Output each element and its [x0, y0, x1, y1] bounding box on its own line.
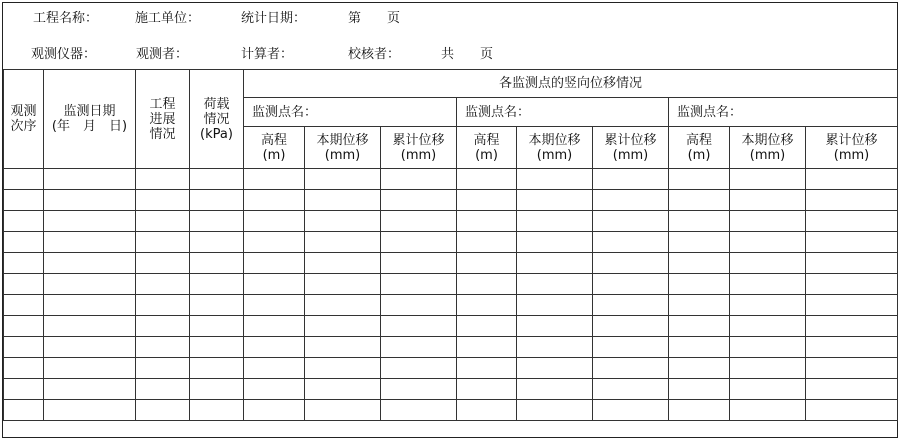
- table-cell[interactable]: [593, 253, 669, 274]
- table-cell[interactable]: [517, 379, 593, 400]
- table-cell[interactable]: [593, 295, 669, 316]
- table-cell[interactable]: [305, 337, 381, 358]
- table-cell[interactable]: [806, 400, 898, 421]
- table-cell[interactable]: [4, 274, 44, 295]
- table-cell[interactable]: [381, 316, 457, 337]
- table-cell[interactable]: [136, 295, 190, 316]
- settlement-record-form: [2, 2, 898, 438]
- table-cell[interactable]: [136, 274, 190, 295]
- table-cell[interactable]: [305, 358, 381, 379]
- table-cell[interactable]: [517, 190, 593, 211]
- table-cell[interactable]: [806, 190, 898, 211]
- table-cell[interactable]: [593, 169, 669, 190]
- table-cell[interactable]: [381, 274, 457, 295]
- table-cell[interactable]: [381, 253, 457, 274]
- table-cell[interactable]: [136, 316, 190, 337]
- table-cell[interactable]: [244, 295, 305, 316]
- table-cell[interactable]: [44, 295, 136, 316]
- table-cell[interactable]: [517, 337, 593, 358]
- table-cell[interactable]: [190, 190, 244, 211]
- sub-header-elevation: 高程 (m): [457, 127, 517, 169]
- table-cell[interactable]: [806, 337, 898, 358]
- table-cell[interactable]: [190, 379, 244, 400]
- point-name-3: 监测点名：: [669, 98, 898, 127]
- table-cell[interactable]: [806, 232, 898, 253]
- table-cell[interactable]: [305, 190, 381, 211]
- table-cell[interactable]: [244, 190, 305, 211]
- table-cell[interactable]: [593, 211, 669, 232]
- table-cell[interactable]: [806, 274, 898, 295]
- sub-header-current-displacement: 本期位移 (mm): [730, 127, 806, 169]
- table-cell[interactable]: [244, 169, 305, 190]
- table-cell[interactable]: [44, 211, 136, 232]
- table-cell[interactable]: [669, 274, 730, 295]
- table-cell[interactable]: [136, 337, 190, 358]
- table-cell[interactable]: [669, 232, 730, 253]
- sub-header-elevation: 高程 (m): [244, 127, 305, 169]
- table-cell[interactable]: [4, 253, 44, 274]
- table-cell[interactable]: [457, 400, 517, 421]
- table-cell[interactable]: [669, 211, 730, 232]
- table-cell[interactable]: [457, 169, 517, 190]
- table-row: [4, 358, 898, 379]
- point-name-1: 监测点名：: [244, 98, 457, 127]
- table-cell[interactable]: [593, 337, 669, 358]
- table-cell[interactable]: [669, 316, 730, 337]
- table-cell[interactable]: [190, 337, 244, 358]
- table-cell[interactable]: [244, 400, 305, 421]
- project-name-label: 工程名称：: [33, 11, 99, 26]
- table-cell[interactable]: [305, 169, 381, 190]
- sub-header-cumulative-displacement: 累计位移 (mm): [593, 127, 669, 169]
- table-cell[interactable]: [190, 253, 244, 274]
- table-cell[interactable]: [457, 295, 517, 316]
- table-cell[interactable]: [190, 274, 244, 295]
- table-cell[interactable]: [457, 379, 517, 400]
- table-cell[interactable]: [457, 232, 517, 253]
- table-cell[interactable]: [305, 253, 381, 274]
- table-cell[interactable]: [593, 232, 669, 253]
- table-cell[interactable]: [517, 295, 593, 316]
- instrument-label: 观测仪器：: [31, 47, 97, 62]
- page-total-label: 共 页: [441, 47, 494, 62]
- form-header-row-1: [3, 11, 897, 29]
- group-title: 各监测点的竖向位移情况: [244, 70, 898, 98]
- table-cell[interactable]: [730, 400, 806, 421]
- table-cell[interactable]: [305, 400, 381, 421]
- table-cell[interactable]: [44, 316, 136, 337]
- table-row: [4, 337, 898, 358]
- table-row: [4, 169, 898, 190]
- table-cell[interactable]: [730, 358, 806, 379]
- table-cell[interactable]: [669, 190, 730, 211]
- table-cell[interactable]: [381, 400, 457, 421]
- table-row: [4, 316, 898, 337]
- table-cell[interactable]: [44, 358, 136, 379]
- table-cell[interactable]: [136, 190, 190, 211]
- checker-label: 校核者：: [348, 47, 401, 62]
- col-header-date: 监测日期 (年 月 日): [44, 70, 136, 169]
- sub-header-current-displacement: 本期位移 (mm): [517, 127, 593, 169]
- table-cell[interactable]: [44, 337, 136, 358]
- table-cell[interactable]: [593, 400, 669, 421]
- table-row: [4, 274, 898, 295]
- table-cell[interactable]: [305, 316, 381, 337]
- table-cell[interactable]: [730, 295, 806, 316]
- table-cell[interactable]: [244, 379, 305, 400]
- table-cell[interactable]: [44, 232, 136, 253]
- table-row: [4, 379, 898, 400]
- stat-date-label: 统计日期：: [241, 11, 307, 26]
- table-cell[interactable]: [136, 232, 190, 253]
- table-cell[interactable]: [44, 274, 136, 295]
- page-number-label: 第 页: [348, 11, 401, 26]
- table-row: [4, 211, 898, 232]
- table-cell[interactable]: [190, 316, 244, 337]
- table-row: [4, 232, 898, 253]
- table-cell[interactable]: [136, 379, 190, 400]
- table-cell[interactable]: [730, 190, 806, 211]
- table-cell[interactable]: [4, 358, 44, 379]
- table-cell[interactable]: [4, 400, 44, 421]
- table-cell[interactable]: [4, 337, 44, 358]
- table-cell[interactable]: [4, 295, 44, 316]
- table-cell[interactable]: [593, 190, 669, 211]
- table-cell[interactable]: [381, 211, 457, 232]
- construction-unit-label: 施工单位：: [135, 11, 201, 26]
- table-cell[interactable]: [593, 274, 669, 295]
- table-cell[interactable]: [806, 316, 898, 337]
- table-cell[interactable]: [381, 232, 457, 253]
- sub-header-elevation: 高程 (m): [669, 127, 730, 169]
- table-cell[interactable]: [806, 253, 898, 274]
- table-cell[interactable]: [517, 316, 593, 337]
- table-cell[interactable]: [190, 358, 244, 379]
- form-header-row-2: [3, 47, 897, 65]
- table-cell[interactable]: [669, 169, 730, 190]
- table-cell[interactable]: [669, 253, 730, 274]
- table-row: [4, 253, 898, 274]
- table-cell[interactable]: [190, 295, 244, 316]
- table-cell[interactable]: [190, 211, 244, 232]
- col-header-progress: 工程 进展 情况: [136, 70, 190, 169]
- table-cell[interactable]: [244, 358, 305, 379]
- table-row: [4, 400, 898, 421]
- table-cell[interactable]: [806, 169, 898, 190]
- table-cell[interactable]: [669, 337, 730, 358]
- table-cell[interactable]: [730, 253, 806, 274]
- table-cell[interactable]: [730, 316, 806, 337]
- calculator-label: 计算者：: [241, 47, 294, 62]
- table-cell[interactable]: [44, 400, 136, 421]
- table-body: [4, 169, 898, 421]
- table-cell[interactable]: [244, 253, 305, 274]
- table-cell[interactable]: [457, 358, 517, 379]
- table-cell[interactable]: [305, 379, 381, 400]
- table-cell[interactable]: [517, 211, 593, 232]
- table-row: [4, 295, 898, 316]
- table-cell[interactable]: [136, 169, 190, 190]
- table-cell[interactable]: [44, 169, 136, 190]
- table-cell[interactable]: [381, 379, 457, 400]
- table-cell[interactable]: [669, 358, 730, 379]
- table-cell[interactable]: [457, 190, 517, 211]
- table-cell[interactable]: [136, 358, 190, 379]
- table-cell[interactable]: [517, 169, 593, 190]
- table-cell[interactable]: [517, 253, 593, 274]
- table-cell[interactable]: [669, 379, 730, 400]
- table-cell[interactable]: [806, 211, 898, 232]
- col-header-load: 荷载 情况 (kPa): [190, 70, 244, 169]
- table-cell[interactable]: [44, 190, 136, 211]
- table-cell[interactable]: [4, 232, 44, 253]
- table-cell[interactable]: [593, 358, 669, 379]
- monitoring-table: [3, 69, 898, 421]
- table-cell[interactable]: [381, 358, 457, 379]
- sub-header-current-displacement: 本期位移 (mm): [305, 127, 381, 169]
- table-cell[interactable]: [4, 316, 44, 337]
- table-cell[interactable]: [517, 400, 593, 421]
- table-cell[interactable]: [244, 274, 305, 295]
- table-cell[interactable]: [806, 295, 898, 316]
- table-cell[interactable]: [244, 232, 305, 253]
- table-cell[interactable]: [305, 274, 381, 295]
- table-cell[interactable]: [730, 379, 806, 400]
- table-cell[interactable]: [730, 274, 806, 295]
- table-cell[interactable]: [136, 211, 190, 232]
- table-cell[interactable]: [517, 232, 593, 253]
- table-cell[interactable]: [806, 358, 898, 379]
- table-cell[interactable]: [4, 379, 44, 400]
- observer-label: 观测者：: [136, 47, 189, 62]
- table-cell[interactable]: [517, 274, 593, 295]
- table-cell[interactable]: [136, 253, 190, 274]
- table-cell[interactable]: [457, 211, 517, 232]
- table-cell[interactable]: [730, 169, 806, 190]
- table-cell[interactable]: [381, 190, 457, 211]
- table-cell[interactable]: [190, 169, 244, 190]
- sub-header-cumulative-displacement: 累计位移 (mm): [806, 127, 898, 169]
- table-cell[interactable]: [190, 232, 244, 253]
- table-cell[interactable]: [190, 400, 244, 421]
- table-cell[interactable]: [381, 295, 457, 316]
- table-cell[interactable]: [457, 274, 517, 295]
- table-cell[interactable]: [4, 190, 44, 211]
- table-cell[interactable]: [244, 337, 305, 358]
- table-cell[interactable]: [669, 295, 730, 316]
- table-cell[interactable]: [44, 253, 136, 274]
- col-header-seq: 观测 次序: [4, 70, 44, 169]
- table-cell[interactable]: [457, 337, 517, 358]
- table-cell[interactable]: [517, 358, 593, 379]
- table-cell[interactable]: [381, 337, 457, 358]
- table-cell[interactable]: [457, 316, 517, 337]
- table-cell[interactable]: [244, 211, 305, 232]
- table-cell[interactable]: [730, 232, 806, 253]
- sub-header-cumulative-displacement: 累计位移 (mm): [381, 127, 457, 169]
- table-cell[interactable]: [381, 169, 457, 190]
- table-cell[interactable]: [44, 379, 136, 400]
- point-name-2: 监测点名：: [457, 98, 669, 127]
- table-cell[interactable]: [593, 316, 669, 337]
- table-cell[interactable]: [457, 253, 517, 274]
- table-cell[interactable]: [730, 337, 806, 358]
- table-cell[interactable]: [244, 316, 305, 337]
- table-cell[interactable]: [305, 232, 381, 253]
- table-cell[interactable]: [806, 379, 898, 400]
- table-cell[interactable]: [305, 295, 381, 316]
- table-cell[interactable]: [305, 211, 381, 232]
- table-cell[interactable]: [136, 400, 190, 421]
- table-cell[interactable]: [669, 400, 730, 421]
- table-row: [4, 190, 898, 211]
- table-cell[interactable]: [730, 211, 806, 232]
- table-cell[interactable]: [4, 211, 44, 232]
- table-cell[interactable]: [593, 379, 669, 400]
- table-cell[interactable]: [4, 169, 44, 190]
